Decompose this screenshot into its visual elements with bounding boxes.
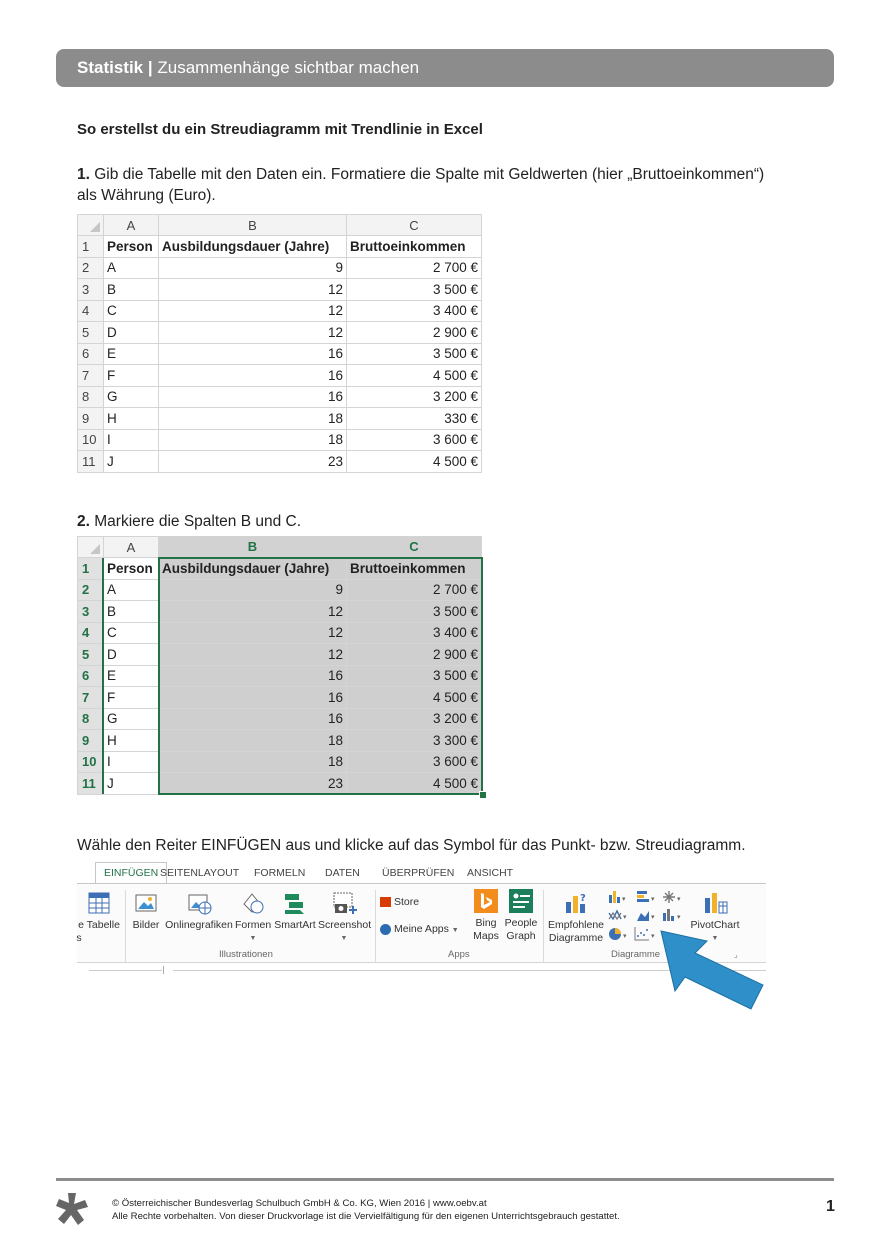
row-header[interactable]: 3 [78, 601, 104, 623]
cell-person-header[interactable]: Person [104, 236, 159, 258]
page-number: 1 [826, 1198, 835, 1215]
cell-person[interactable]: E [104, 343, 159, 365]
online-pictures-label: Onlinegrafiken [165, 919, 233, 931]
my-apps-button[interactable] [380, 923, 459, 937]
excel-ribbon [77, 862, 766, 1012]
column-header-c[interactable]: C [347, 537, 482, 558]
table-row [78, 708, 482, 730]
cell-person[interactable]: C [104, 622, 159, 644]
table-row [78, 451, 482, 473]
step1-text2: als Währung (Euro). [77, 187, 216, 204]
cell-person-header[interactable]: Person [104, 558, 159, 580]
cell-person[interactable]: J [104, 451, 159, 473]
row-header[interactable]: 2 [78, 257, 104, 279]
cell-years-header[interactable]: Ausbildungsdauer (Jahre) [159, 558, 347, 580]
bing-label-1: Bing [475, 917, 497, 929]
table-button[interactable] [77, 890, 121, 945]
cell-years[interactable]: 18 [159, 751, 347, 773]
svg-text:▾: ▾ [651, 933, 655, 940]
people-graph-icon [508, 888, 534, 914]
cell-years[interactable]: 9 [159, 257, 347, 279]
row-header[interactable]: 6 [78, 343, 104, 365]
row-header[interactable]: 10 [78, 429, 104, 451]
cell-income[interactable]: 3 200 € [347, 708, 482, 730]
rights-line: Alle Rechte vorbehalten. Von dieser Druckvorlage ist die Vervielfältigung für den eigenen Unterrichtsgebrauch gestattet. [112, 1211, 620, 1222]
cell-person[interactable]: D [104, 322, 159, 344]
store-label: Store [394, 896, 420, 908]
tab-ansicht[interactable]: ANSICHT [467, 867, 514, 879]
cell-person[interactable]: B [104, 279, 159, 301]
cell-years[interactable]: 16 [159, 343, 347, 365]
smartart-icon [282, 890, 308, 916]
cell-person[interactable]: F [104, 687, 159, 709]
row-header[interactable]: 9 [78, 730, 104, 752]
people-label-2: Graph [506, 930, 536, 942]
cell-person[interactable]: C [104, 300, 159, 322]
apps-icon [380, 924, 391, 935]
name-box[interactable] [89, 970, 162, 971]
cell-years[interactable]: 18 [159, 429, 347, 451]
chevron-down-icon: ▼ [711, 935, 719, 942]
tab-ueberpruefen[interactable]: ÜBERPRÜFEN [382, 867, 455, 879]
cell-years-header[interactable]: Ausbildungsdauer (Jahre) [159, 236, 347, 258]
table-header-row [78, 558, 482, 580]
column-header-c[interactable]: C [347, 215, 482, 236]
cell-income[interactable]: 3 200 € [347, 386, 482, 408]
shapes-icon [240, 890, 266, 916]
cell-income[interactable]: 3 500 € [347, 343, 482, 365]
cell-years[interactable]: 16 [159, 708, 347, 730]
radar-chart-icon[interactable] [663, 891, 681, 903]
svg-text:▾: ▾ [623, 933, 627, 940]
recommended-label-1: Empfohlene [547, 919, 605, 931]
cell-income[interactable]: 3 400 € [347, 300, 482, 322]
table-label: e Tabelle [78, 919, 120, 931]
cell-person[interactable]: F [104, 365, 159, 387]
cell-years[interactable]: 12 [159, 622, 347, 644]
cell-income[interactable]: 3 300 € [347, 730, 482, 752]
store-icon [380, 897, 391, 907]
screenshot-label: Screenshot [318, 919, 372, 931]
cell-years[interactable]: 12 [159, 300, 347, 322]
cell-income-header[interactable]: Bruttoeinkommen [347, 558, 482, 580]
step1-number: 1. [77, 166, 90, 183]
scatter-chart-icon[interactable] [635, 927, 655, 940]
cell-person[interactable]: E [104, 665, 159, 687]
dialog-launcher-icon[interactable]: ⌟ [734, 950, 738, 959]
column-chart-icon[interactable] [609, 891, 626, 903]
people-label-1: People [504, 917, 538, 929]
cell-person[interactable]: A [104, 579, 159, 601]
svg-text:▾: ▾ [677, 896, 681, 903]
table-row [78, 408, 482, 430]
tab-einfuegen[interactable]: EINFÜGEN [95, 862, 167, 884]
cell-person[interactable]: I [104, 751, 159, 773]
cell-person[interactable]: H [104, 408, 159, 430]
table-row [78, 257, 482, 279]
row-header[interactable]: 8 [78, 386, 104, 408]
selected-rows-indicator [102, 558, 104, 795]
footer-divider [56, 1178, 834, 1181]
group-separator [375, 890, 376, 962]
cell-income[interactable]: 2 900 € [347, 322, 482, 344]
cell-years[interactable]: 12 [159, 322, 347, 344]
cell-income[interactable]: 4 500 € [347, 687, 482, 709]
row-header[interactable]: 5 [78, 322, 104, 344]
step1-text: Gib die Tabelle mit den Daten ein. Formatiere die Spalte mit Geldwerten (hier „Bruttoeinkommen“) [94, 166, 765, 183]
chevron-down-icon: ▼ [451, 927, 459, 934]
row-header[interactable]: 10 [78, 751, 104, 773]
cell-income[interactable]: 4 500 € [347, 451, 482, 473]
column-header-b[interactable]: B [159, 537, 347, 558]
row-header[interactable]: 3 [78, 279, 104, 301]
table-row [78, 687, 482, 709]
online-pictures-button[interactable] [165, 890, 233, 932]
online-pictures-icon [186, 890, 212, 916]
cell-income[interactable]: 3 500 € [347, 665, 482, 687]
table-row [78, 365, 482, 387]
svg-text:?: ? [580, 893, 586, 904]
bing-maps-button[interactable] [471, 888, 501, 943]
svg-text:▾: ▾ [651, 914, 655, 921]
row-header[interactable]: 1 [78, 236, 104, 258]
table-row [78, 644, 482, 666]
step3-paragraph: Wähle den Reiter EINFÜGEN aus und klicke auf das Symbol für das Punkt- bzw. Streudiagramm. [77, 837, 746, 854]
ribbon-tabs [77, 862, 766, 884]
shapes-label: Formen [235, 919, 272, 931]
table-row [78, 300, 482, 322]
cell-income[interactable]: 4 500 € [347, 773, 482, 795]
chevron-down-icon: ▼ [249, 935, 257, 942]
step2-text: Markiere die Spalten B und C. [94, 513, 302, 530]
cell-years[interactable]: 18 [159, 730, 347, 752]
people-graph-button[interactable] [504, 888, 538, 943]
table-row [78, 386, 482, 408]
bing-label-2: Maps [473, 930, 499, 942]
column-header-row [78, 215, 482, 236]
cell-income[interactable]: 2 700 € [347, 579, 482, 601]
header-separator: | [147, 58, 153, 77]
copyright-line: © Österreichischer Bundesverlag Schulbuch GmbH & Co. KG, Wien 2016 | www.oebv.at [112, 1198, 487, 1209]
table-row [78, 773, 482, 795]
header-subject: Statistik [77, 58, 144, 77]
column-header-row [78, 537, 482, 558]
picture-icon [133, 890, 159, 916]
column-header-a[interactable]: A [104, 537, 159, 558]
svg-text:▾: ▾ [677, 914, 681, 921]
table-icon [86, 890, 112, 916]
page-header [56, 49, 834, 87]
row-header[interactable]: 4 [78, 622, 104, 644]
cell-person[interactable]: I [104, 429, 159, 451]
cell-person[interactable]: J [104, 773, 159, 795]
publisher-logo [54, 1191, 90, 1227]
table-header-row [78, 236, 482, 258]
chevron-down-icon: ▼ [340, 935, 348, 942]
store-button[interactable] [380, 896, 419, 909]
cell-person[interactable]: D [104, 644, 159, 666]
group-label-diagramme: Diagramme [611, 949, 661, 960]
cell-person[interactable]: A [104, 257, 159, 279]
row-header[interactable]: 1 [78, 558, 104, 580]
area-chart-icon[interactable] [637, 911, 655, 921]
my-apps-label: Meine Apps [394, 923, 449, 935]
group-label-illustrationen: Illustrationen [219, 949, 273, 960]
group-separator [543, 890, 544, 962]
cell-income[interactable]: 3 500 € [347, 601, 482, 623]
step1-paragraph [77, 164, 764, 206]
cell-income[interactable]: 3 600 € [347, 429, 482, 451]
bar-chart-icon[interactable] [637, 891, 655, 903]
tab-seitenlayout[interactable]: SEITENLAYOUT [160, 867, 240, 879]
svg-text:▾: ▾ [623, 914, 627, 921]
row-header[interactable]: 7 [78, 365, 104, 387]
cell-person[interactable]: B [104, 601, 159, 623]
cell-years[interactable]: 12 [159, 279, 347, 301]
cell-years[interactable]: 12 [159, 644, 347, 666]
fill-handle[interactable] [479, 791, 487, 799]
cell-years[interactable]: 16 [159, 665, 347, 687]
recommended-charts-button[interactable] [547, 890, 605, 945]
cell-income[interactable]: 3 500 € [347, 279, 482, 301]
cell-years[interactable]: 12 [159, 601, 347, 623]
cell-income[interactable]: 2 700 € [347, 257, 482, 279]
cell-years[interactable]: 18 [159, 408, 347, 430]
svg-text:▾: ▾ [651, 896, 655, 903]
arrow-icon [657, 927, 767, 1012]
recommended-label-2: Diagramme [548, 932, 604, 944]
cell-years[interactable]: 23 [159, 451, 347, 473]
cell-years[interactable]: 23 [159, 773, 347, 795]
cell-income-header[interactable]: Bruttoeinkommen [347, 236, 482, 258]
cell-income[interactable]: 2 900 € [347, 644, 482, 666]
cell-years[interactable]: 16 [159, 365, 347, 387]
page-title: So erstellst du ein Streudiagramm mit Trendlinie in Excel [77, 121, 483, 138]
table-row [78, 343, 482, 365]
table-row [78, 579, 482, 601]
step2-number: 2. [77, 513, 90, 530]
screenshot-icon [331, 890, 357, 916]
table-row [78, 622, 482, 644]
row-header[interactable]: 4 [78, 300, 104, 322]
spreadsheet-table-2 [77, 536, 482, 795]
spreadsheet-table-1 [77, 214, 482, 473]
cell-years[interactable]: 16 [159, 386, 347, 408]
pivotchart-label: PivotChart [690, 919, 740, 931]
row-header[interactable]: 8 [78, 708, 104, 730]
table-row [78, 279, 482, 301]
pie-chart-icon[interactable] [609, 928, 627, 940]
table-label-2: s [76, 932, 82, 944]
pivotchart-icon [702, 890, 728, 916]
statistic-chart-icon[interactable] [663, 909, 681, 921]
row-header[interactable]: 11 [78, 773, 104, 795]
tab-daten[interactable]: DATEN [325, 867, 360, 879]
select-all-corner[interactable] [78, 215, 104, 236]
row-header[interactable]: 11 [78, 451, 104, 473]
cell-years[interactable]: 9 [159, 579, 347, 601]
line-chart-icon[interactable] [609, 911, 627, 921]
row-header[interactable]: 2 [78, 579, 104, 601]
row-header[interactable]: 7 [78, 687, 104, 709]
table-row [78, 429, 482, 451]
svg-text:▾: ▾ [622, 896, 626, 903]
recommended-charts-icon [563, 890, 589, 916]
table-row [78, 601, 482, 623]
table-row [78, 665, 482, 687]
row-header[interactable]: 5 [78, 644, 104, 666]
row-header[interactable]: 6 [78, 665, 104, 687]
select-all-corner[interactable] [78, 537, 104, 558]
cell-income[interactable]: 3 400 € [347, 622, 482, 644]
cell-income[interactable]: 330 € [347, 408, 482, 430]
cell-income[interactable]: 3 600 € [347, 751, 482, 773]
screenshot-button[interactable] [318, 890, 370, 945]
column-header-b[interactable]: B [159, 215, 347, 236]
tab-formeln[interactable]: FORMELN [254, 867, 306, 879]
cell-income[interactable]: 4 500 € [347, 365, 482, 387]
step2-paragraph [77, 511, 301, 532]
row-header[interactable]: 9 [78, 408, 104, 430]
footer-text [112, 1197, 620, 1223]
header-topic: Zusammenhänge sichtbar machen [157, 58, 420, 77]
table-row [78, 751, 482, 773]
pictures-button[interactable] [129, 890, 163, 932]
cell-person[interactable]: H [104, 730, 159, 752]
group-separator [125, 890, 126, 962]
bing-icon [473, 888, 499, 914]
group-label-apps: Apps [448, 949, 470, 960]
cell-years[interactable]: 16 [159, 687, 347, 709]
formula-divider [163, 966, 164, 974]
cell-person[interactable]: G [104, 386, 159, 408]
shapes-button[interactable] [235, 890, 271, 945]
table-row [78, 730, 482, 752]
table-row [78, 322, 482, 344]
cell-person[interactable]: G [104, 708, 159, 730]
smartart-button[interactable] [273, 890, 317, 932]
pictures-label: Bilder [132, 919, 160, 931]
column-header-a[interactable]: A [104, 215, 159, 236]
smartart-label: SmartArt [274, 919, 316, 931]
